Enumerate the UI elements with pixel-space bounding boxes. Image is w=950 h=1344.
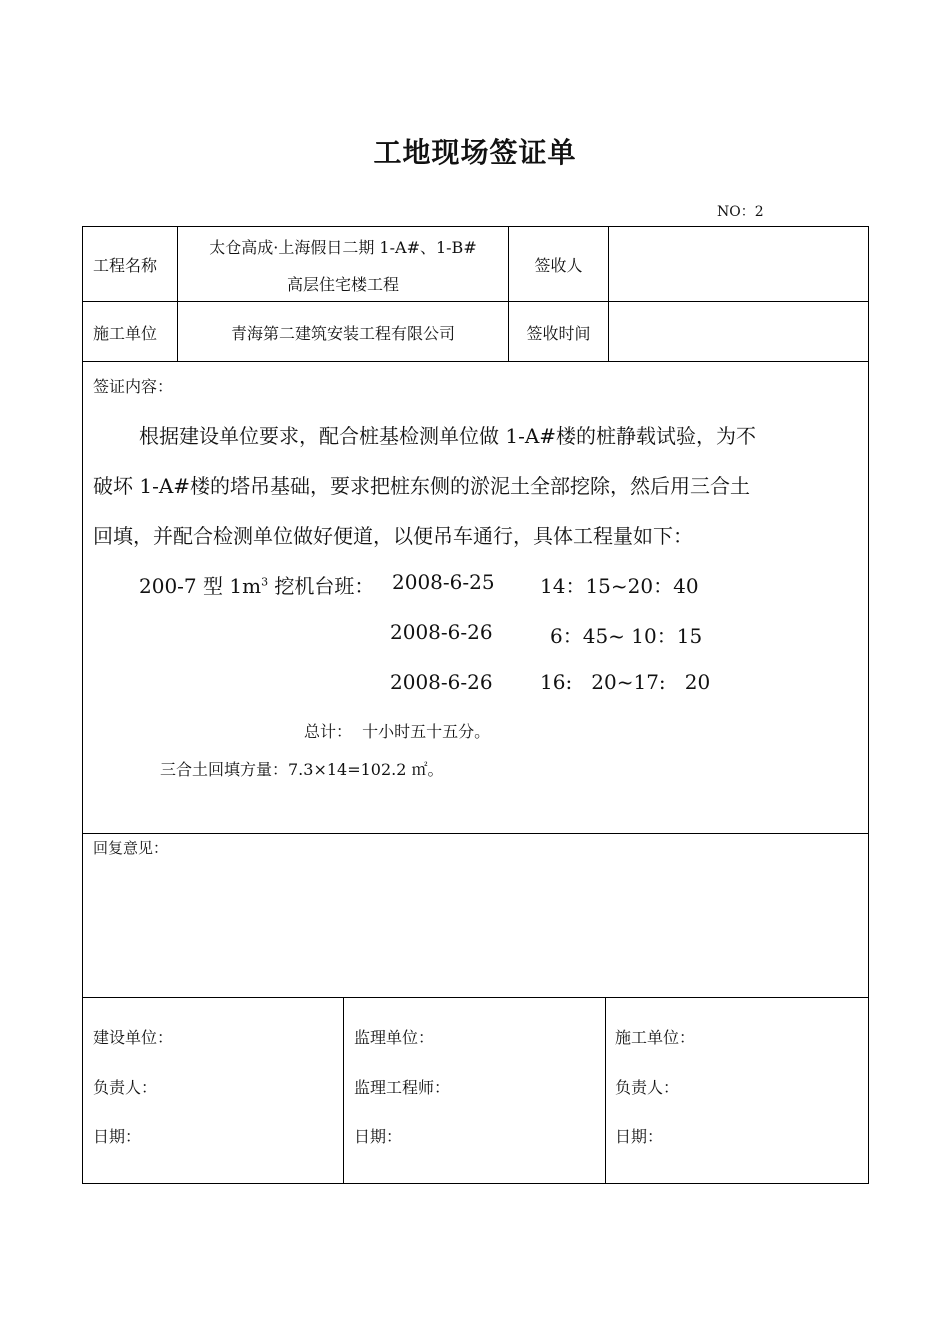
total-hours: 总计： 十小时五十五分。 bbox=[304, 722, 491, 741]
table-border-left bbox=[82, 226, 83, 1184]
machine-shift-label bbox=[139, 570, 374, 599]
receive-time-label: 签收时间 bbox=[526, 324, 591, 343]
project-name-label: 工程名称 bbox=[93, 256, 158, 275]
column-divider bbox=[608, 226, 609, 362]
shift-date: 2008-6-26 bbox=[390, 670, 493, 694]
project-name-line1: 太仓高成·上海假日二期 1-A#、1-B# bbox=[209, 238, 477, 257]
supervisor-engineer-label: 监理工程师： bbox=[354, 1078, 451, 1097]
document-number: NO：2 bbox=[717, 204, 764, 220]
content-paragraph-line: 回填，并配合检测单位做好便道，以便吊车通行，具体工程量如下： bbox=[93, 524, 693, 548]
contractor-date-label: 日期： bbox=[615, 1127, 664, 1146]
row-divider bbox=[82, 833, 869, 834]
supervisor-date-label: 日期： bbox=[354, 1127, 403, 1146]
table-border-right bbox=[868, 226, 869, 1184]
shift-time: 6：45~ 10：15 bbox=[550, 624, 703, 648]
content-paragraph-line: 破坏 1-A#楼的塔吊基础，要求把桩东侧的淤泥土全部挖除，然后用三合土 bbox=[93, 474, 751, 498]
table-border-bottom bbox=[82, 1183, 869, 1184]
machine-label: 200-7 型 1m bbox=[139, 574, 262, 598]
contractor-person-label: 负责人： bbox=[615, 1078, 680, 1097]
unit-superscript: 3 bbox=[261, 575, 269, 589]
receiver-label: 签收人 bbox=[534, 256, 583, 275]
shift-time: 16: 20~17: 20 bbox=[540, 670, 711, 694]
owner-person-label: 负责人： bbox=[93, 1078, 158, 1097]
owner-date-label: 日期： bbox=[93, 1127, 142, 1146]
supervisor-unit-label: 监理单位： bbox=[354, 1028, 435, 1047]
shift-date: 2008-6-26 bbox=[390, 620, 493, 644]
contractor-label: 施工单位 bbox=[93, 324, 158, 343]
document-title: 工地现场签证单 bbox=[373, 136, 577, 169]
machine-label-rest: 挖机台班： bbox=[268, 574, 375, 598]
contractor-unit-label: 施工单位： bbox=[615, 1028, 696, 1047]
table-border-top bbox=[82, 226, 869, 227]
row-divider bbox=[82, 301, 869, 302]
contractor-value: 青海第二建筑安装工程有限公司 bbox=[230, 324, 455, 343]
content-label: 签证内容： bbox=[93, 377, 174, 396]
owner-unit-label: 建设单位： bbox=[93, 1028, 174, 1047]
content-paragraph-line: 根据建设单位要求，配合桩基检测单位做 1-A#楼的桩静载试验，为不 bbox=[139, 424, 757, 448]
row-divider bbox=[82, 997, 869, 998]
reply-label: 回复意见： bbox=[93, 839, 169, 857]
backfill-volume: 三合土回填方量：7.3×14=102.2 ㎡。 bbox=[160, 760, 444, 779]
column-divider bbox=[605, 997, 606, 1184]
shift-date: 2008-6-25 bbox=[392, 570, 495, 594]
shift-time: 14：15~20：40 bbox=[540, 574, 699, 598]
column-divider bbox=[343, 997, 344, 1184]
row-divider bbox=[82, 361, 869, 362]
project-name-line2: 高层住宅楼工程 bbox=[286, 275, 399, 294]
